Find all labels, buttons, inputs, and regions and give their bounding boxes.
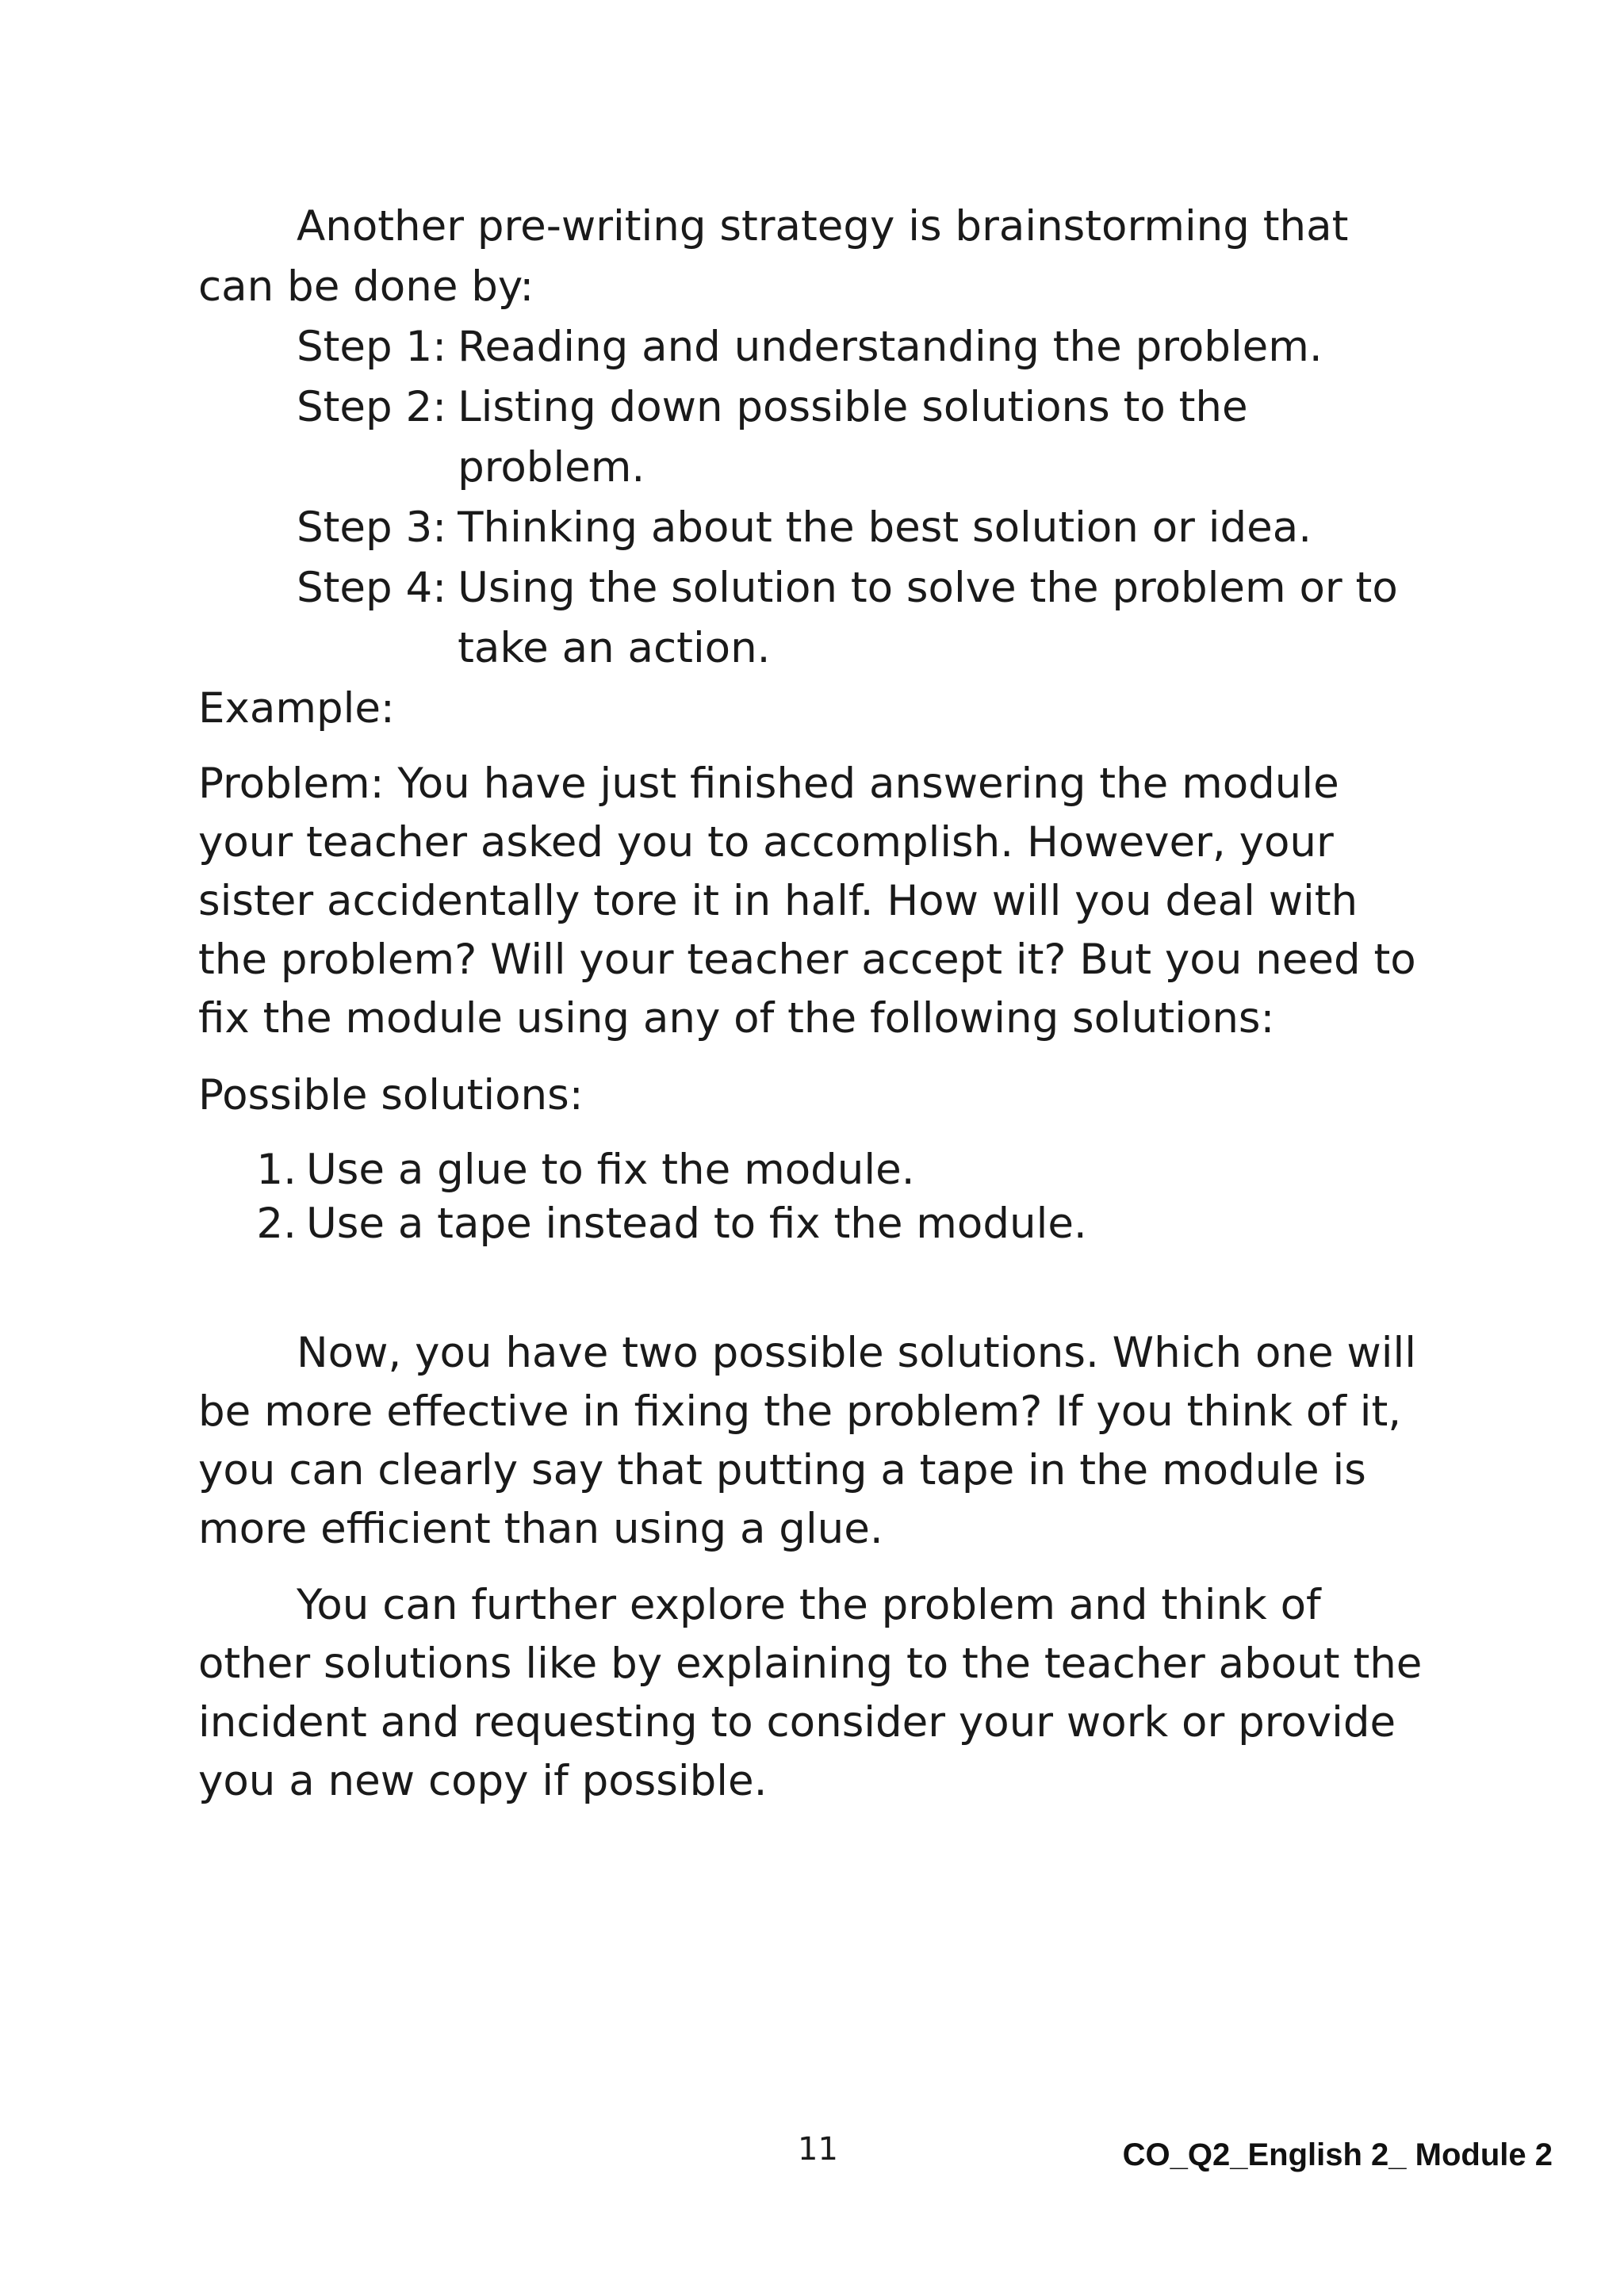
step-text: Using the solution to solve the problem or to take an action. (458, 564, 1398, 672)
solutions-list (198, 1143, 1435, 1251)
module-code: CO_Q2_English 2_ Module 2 (1122, 2137, 1553, 2172)
step-item (297, 377, 1435, 498)
step-label: Step 2: (297, 383, 447, 431)
section-spacer (198, 1251, 1435, 1324)
solution-number: 2. (256, 1200, 297, 1248)
solution-item (246, 1197, 1435, 1251)
step-text: Reading and understanding the problem. (458, 323, 1323, 371)
example-label: Example: (198, 684, 395, 733)
step-item (297, 317, 1435, 377)
explore-paragraph: You can further explore the problem and think of other solutions like by explaining to the teacher about the incident and requesting to consider your work or provide you a new copy if possible. (198, 1581, 1423, 1805)
solutions-label: Possible solutions: (198, 1071, 584, 1119)
page-number: 11 (798, 2131, 838, 2168)
solution-text: Use a tape instead to fix the module. (306, 1200, 1087, 1248)
step-label: Step 3: (297, 503, 447, 552)
analysis-paragraph: Now, you have two possible solutions. Which one will be more effective in fixing the problem? If you think of it, you can clearly say that putting a tape in the module is more efficient than using a glue. (198, 1329, 1416, 1553)
step-text: Listing down possible solutions to the problem. (458, 383, 1248, 492)
step-text: Thinking about the best solution or idea. (458, 503, 1312, 552)
solution-text: Use a glue to fix the module. (306, 1146, 915, 1194)
step-item (297, 558, 1435, 679)
solution-item (246, 1143, 1435, 1197)
step-label: Step 1: (297, 323, 447, 371)
intro-paragraph: Another pre-writing strategy is brainstorming that can be done by: (198, 202, 1349, 311)
page-content (198, 197, 1435, 1828)
problem-paragraph: Problem: You have just finished answering the module your teacher asked you to accomplish. However, your sister accidentally tore it in half. How will you deal with the problem? Will your teacher accept it? But you need to fix the module using any of the following solutions: (198, 760, 1416, 1043)
step-item (297, 498, 1435, 558)
step-label: Step 4: (297, 564, 447, 612)
brainstorm-steps-list (198, 317, 1435, 679)
solution-number: 1. (256, 1146, 297, 1194)
